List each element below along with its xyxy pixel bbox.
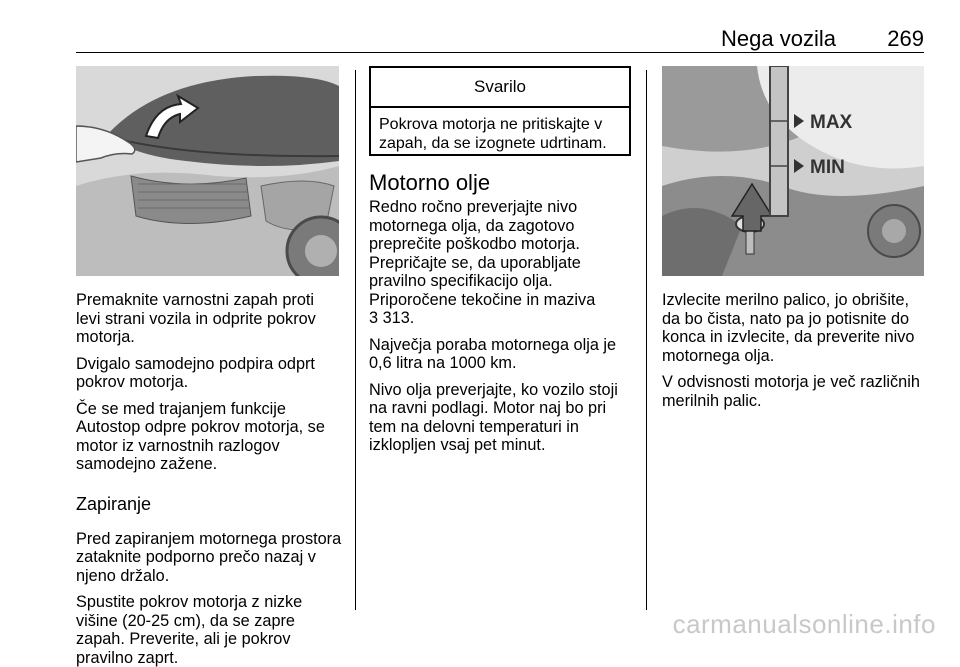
column-divider-2 [646, 70, 647, 610]
warning-box [369, 66, 631, 156]
chapter-title: Nega vozila [721, 26, 836, 51]
warning-title: Svarilo [371, 68, 629, 108]
reference-arrow-icon: 3 [369, 309, 379, 327]
paragraph-lower-hood: Spustite pokrov motorja z nizke višine (20-25 cm), da se zapre zapah. Preverite, ali je pokrov pravilno zaprt. [76, 593, 303, 667]
paragraph-autostop: Če se med trajanjem funkcije Autostop odpre pokrov motorja, se motor iz varnostnih razlogov samodejno zažene. [76, 399, 325, 473]
hood-figure [76, 66, 339, 276]
paragraph-dipstick-variants: V odvisnosti motorja je več različnih merilnih palic. [662, 373, 920, 410]
section-title-engine-oil: Motorno olje [369, 170, 491, 195]
middle-column [369, 170, 635, 455]
paragraph-gas-strut: Dvigalo samodejno podpira odprt pokrov motorja. [76, 354, 315, 391]
dipstick-max-label: MAX [810, 112, 853, 133]
subheading-closing: Zapiranje [76, 493, 152, 514]
paragraph-recommended-fluids [369, 291, 635, 328]
paragraph-pull-dipstick: Izvlecite merilno palico, jo obrišite, da bo čista, nato pa jo potisnite do konca in izvlecite, da preverite nivo motornega olja. [662, 291, 915, 365]
page-header [0, 0, 960, 56]
paragraph-oil-consumption: Največja poraba motornega olja je 0,6 litra na 1000 km. [369, 335, 617, 372]
paragraph-open-hood: Premaknite varnostni zapah proti levi strani vozila in odprite pokrov motorja. [76, 291, 316, 346]
paragraph-check-conditions: Nivo olja preverjajte, ko vozilo stoji na ravni podlagi. Motor naj bo pri tem na delovni temperaturi in izklopljen vsaj pet minut. [369, 380, 618, 454]
right-column [662, 291, 928, 410]
watermark: carmanualsonline.info [672, 609, 936, 639]
paragraph-prop-rod: Pred zapiranjem motornega prostora zataknite podporno prečo nazaj v njeno držalo. [76, 529, 342, 585]
reference-page-link[interactable]: 313. [382, 309, 415, 327]
left-column [76, 291, 342, 667]
column-divider-1 [355, 70, 356, 610]
paragraph-check-oil: Redno ročno preverjajte nivo motornega olja, da zagotovo preprečite poškodbo motorja. Prepričajte se, da uporabljate pravilno specifikacijo olja. [369, 198, 581, 290]
hood-latch-illustration-icon [76, 66, 339, 276]
warning-text: Pokrova motorja ne pritiskajte v zapah, da se izognete udrtinam. [379, 116, 607, 152]
dipstick-figure [662, 66, 924, 276]
recommended-fluids-text: Priporočene tekočine in maziva [369, 290, 596, 309]
header-rule [76, 52, 924, 53]
dipstick-min-label: MIN [810, 157, 845, 178]
oil-dipstick-illustration-icon [662, 66, 924, 276]
page-number: 269 [887, 26, 924, 51]
